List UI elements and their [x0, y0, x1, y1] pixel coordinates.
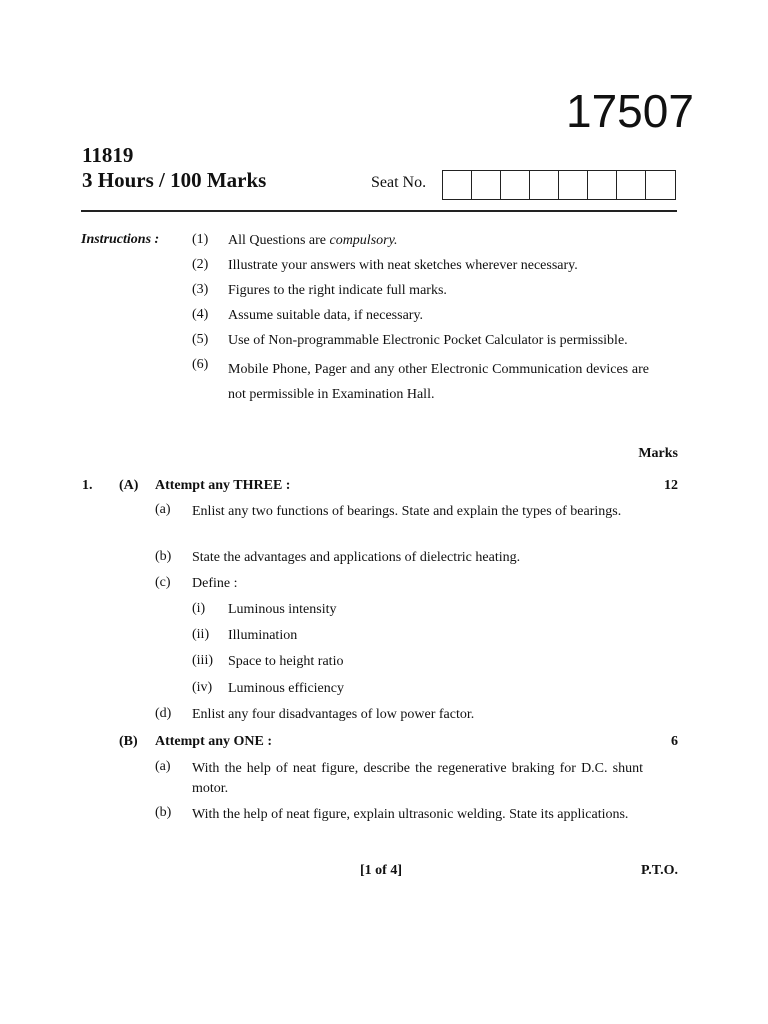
- instruction-text: Illustrate your answers with neat sketches wherever necessary.: [228, 258, 578, 273]
- part-a-label: (A): [119, 478, 139, 493]
- question-item-label: (d): [155, 706, 172, 721]
- seat-box: [472, 171, 501, 199]
- instruction-text: Use of Non-programmable Electronic Pocket Calculator is permissible.: [228, 333, 628, 348]
- instructions-label: Instructions :: [81, 232, 160, 247]
- instruction-text: [228, 232, 398, 250]
- question-number: 1.: [82, 478, 93, 493]
- seat-box: [559, 171, 588, 199]
- instruction-number: (3): [192, 282, 209, 297]
- part-b-label: (B): [119, 734, 138, 749]
- instruction-text: Mobile Phone, Pager and any other Electronic Communication devices are not permissible in Examination Hall.: [228, 362, 649, 402]
- paper-code: 11819: [82, 143, 134, 167]
- paper-code-large: 17507: [566, 85, 694, 137]
- page-number: [1 of 4]: [360, 863, 402, 878]
- sub-item-label: (iv): [192, 680, 213, 695]
- instruction-text-emphasis: compulsory.: [329, 233, 398, 248]
- sub-item-label: (i): [192, 601, 206, 616]
- instruction-number: (6): [192, 357, 209, 372]
- seat-box: [501, 171, 530, 199]
- question-item-text: With the help of neat figure, explain ultrasonic welding. State its applications.: [192, 807, 629, 822]
- question-item-label: (c): [155, 575, 171, 590]
- question-item-text: Define :: [192, 576, 238, 591]
- instruction-text-part: All Questions are: [228, 233, 330, 248]
- seat-box: [617, 171, 646, 199]
- instruction-number: (2): [192, 257, 209, 272]
- sub-item-label: (iii): [192, 653, 213, 668]
- sub-item-text: Space to height ratio: [228, 654, 344, 669]
- question-item-label: (b): [155, 805, 172, 820]
- question-item-text: With the help of neat figure, describe the regenerative braking for D.C. shunt motor.: [192, 761, 643, 796]
- question-item-label: (b): [155, 549, 172, 564]
- instruction-number: (1): [192, 232, 209, 247]
- seat-box: [646, 171, 675, 199]
- question-item-text: State the advantages and applications of dielectric heating.: [192, 550, 521, 565]
- seat-box: [588, 171, 617, 199]
- question-item-label: (a): [155, 502, 171, 517]
- question-item-text: Enlist any four disadvantages of low power factor.: [192, 707, 475, 722]
- seat-number-label: Seat No.: [371, 174, 427, 191]
- seat-number-boxes: [442, 170, 676, 200]
- part-b-marks: 6: [671, 734, 678, 749]
- duration-marks: 3 Hours / 100 Marks: [82, 168, 267, 192]
- question-item-label: (a): [155, 759, 171, 774]
- header-divider: [81, 210, 677, 212]
- instruction-text: Figures to the right indicate full marks.: [228, 283, 447, 298]
- seat-box: [530, 171, 559, 199]
- sub-item-text: Illumination: [228, 628, 298, 643]
- question-item-text: Enlist any two functions of bearings. State and explain the types of bearings.: [192, 504, 622, 519]
- instruction-text: Assume suitable data, if necessary.: [228, 308, 424, 323]
- sub-item-text: Luminous intensity: [228, 602, 337, 617]
- sub-item-label: (ii): [192, 627, 210, 642]
- marks-column-header: Marks: [638, 446, 678, 461]
- part-a-title: Attempt any THREE :: [155, 478, 291, 493]
- instruction-number: (5): [192, 332, 209, 347]
- part-a-marks: 12: [664, 478, 678, 493]
- sub-item-text: Luminous efficiency: [228, 681, 344, 696]
- please-turn-over: P.T.O.: [641, 863, 678, 878]
- part-b-title: Attempt any ONE :: [155, 734, 273, 749]
- instruction-number: (4): [192, 307, 209, 322]
- seat-box: [443, 171, 472, 199]
